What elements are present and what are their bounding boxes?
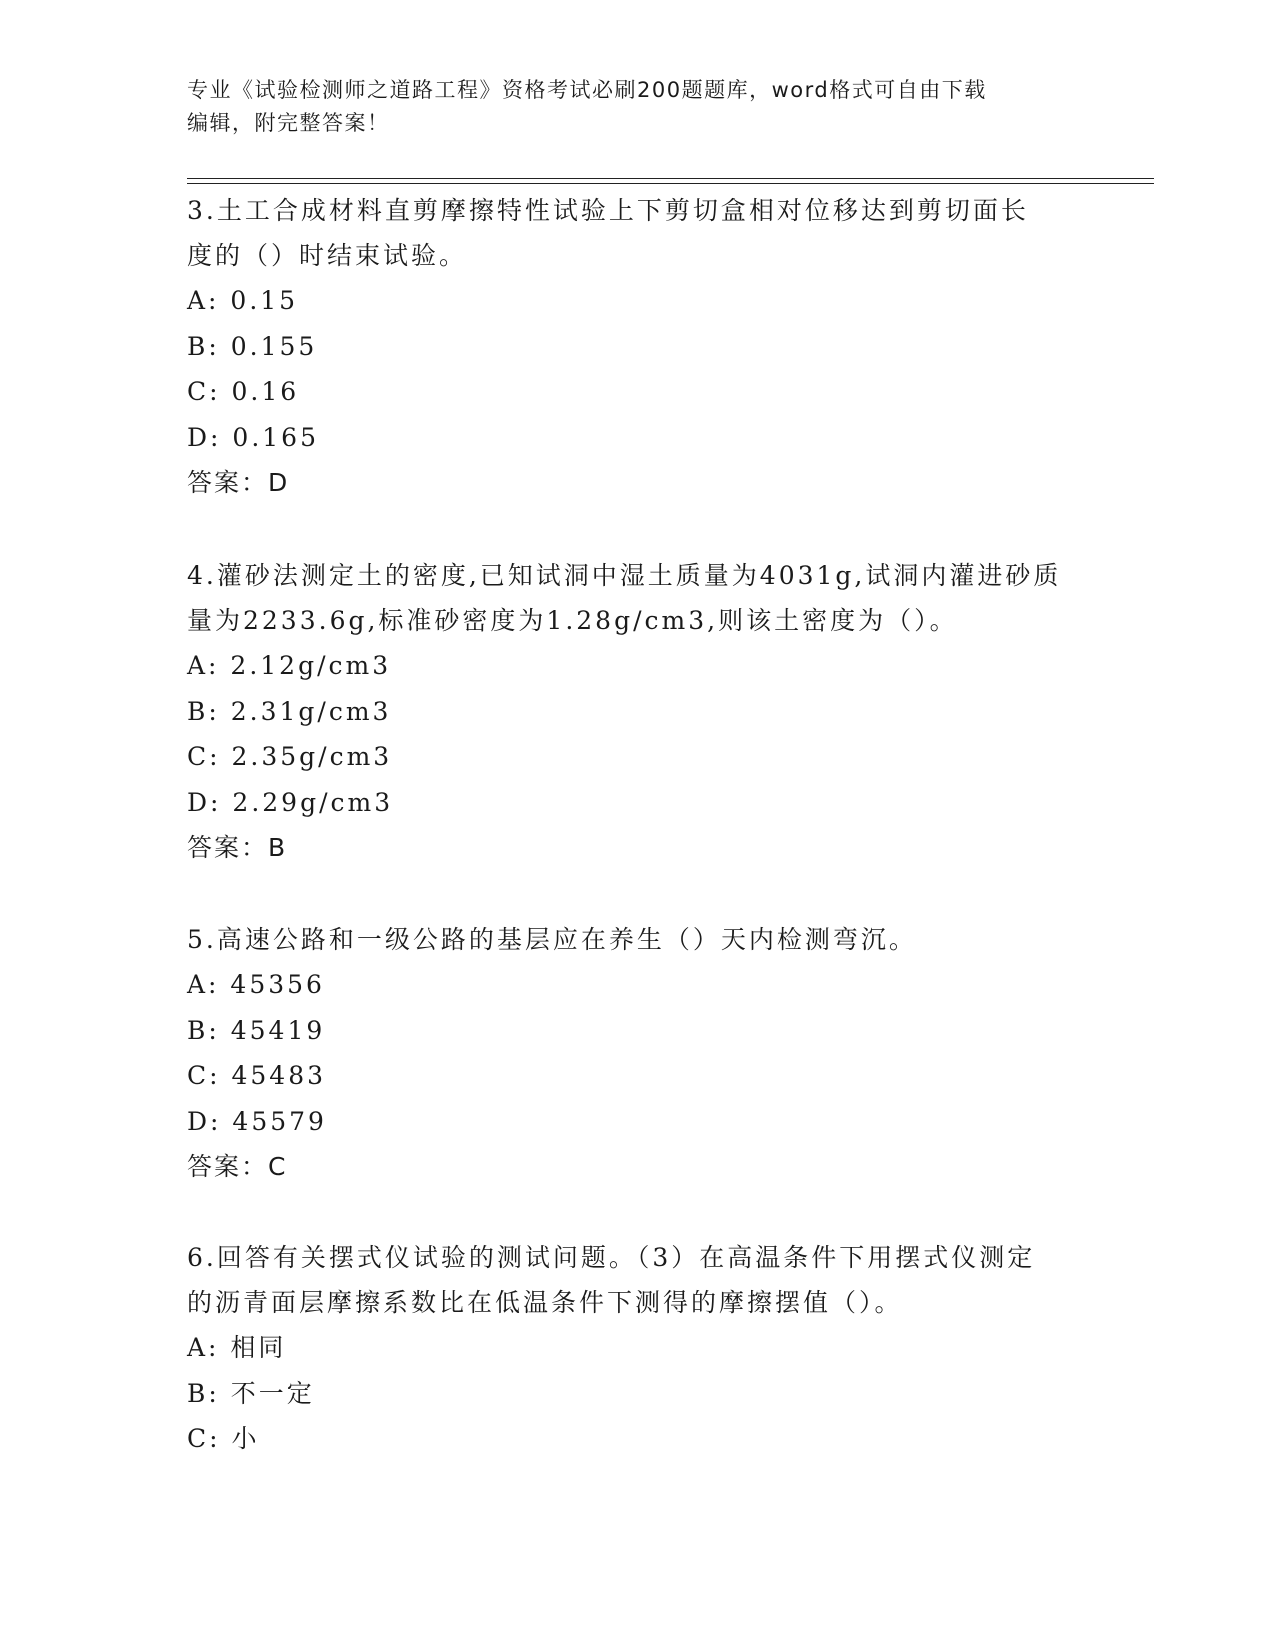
option-c: C: 2.35g/cm3 (187, 742, 393, 771)
answer-line: 答案：C (187, 1152, 288, 1181)
question-stem-line: 量为2233.6g,标准砂密度为1.28g/cm3,则该土密度为（）。 (187, 606, 958, 635)
option-d: D: 45579 (187, 1106, 327, 1136)
question-stem-line: 3.土工合成材料直剪摩擦特性试验上下剪切盒相对位移达到剪切面长 (187, 196, 1029, 225)
question-6 (187, 1235, 1087, 1462)
header-line-2: 编辑，附完整答案！ (187, 111, 390, 135)
question-4 (187, 553, 1087, 870)
question-stem-line: 6.回答有关摆式仪试验的测试问题。（3）在高温条件下用摆式仪测定 (187, 1243, 1036, 1272)
question-stem-line: 度的（）时结束试验。 (187, 241, 468, 270)
header-rule-bottom (187, 183, 1154, 184)
option-d: D: 2.29g/cm3 (187, 787, 394, 817)
option-a: A: 0.15 (187, 286, 299, 315)
option-a: A: 相同 (187, 1333, 287, 1362)
option-c: C: 45483 (187, 1061, 327, 1090)
option-b: B: 0.155 (187, 331, 318, 361)
question-3 (187, 188, 1087, 505)
option-d: D: 0.165 (187, 422, 319, 452)
option-c: C: 小 (187, 1424, 260, 1453)
header-line-1: 专业《试验检测师之道路工程》资格考试必刷200题题库，word格式可自由下载 (187, 78, 987, 102)
option-b: B: 不一定 (187, 1378, 315, 1408)
answer-line: 答案：B (187, 833, 288, 862)
option-b: B: 2.31g/cm3 (187, 696, 392, 726)
question-5 (187, 917, 1087, 1189)
option-a: A: 2.12g/cm3 (187, 651, 392, 680)
question-stem-line: 4.灌砂法测定土的密度,已知试洞中湿土质量为4031g,试洞内灌进砂质 (187, 561, 1062, 590)
option-b: B: 45419 (187, 1015, 326, 1045)
header-rule-top (187, 178, 1154, 179)
question-stem-line: 5.高速公路和一级公路的基层应在养生（）天内检测弯沉。 (187, 925, 917, 954)
option-a: A: 45356 (187, 970, 325, 999)
document-header (187, 74, 1067, 140)
option-c: C: 0.16 (187, 377, 300, 406)
answer-line: 答案：D (187, 468, 290, 497)
question-stem-line: 的沥青面层摩擦系数比在低温条件下测得的摩擦摆值（）。 (187, 1288, 903, 1317)
